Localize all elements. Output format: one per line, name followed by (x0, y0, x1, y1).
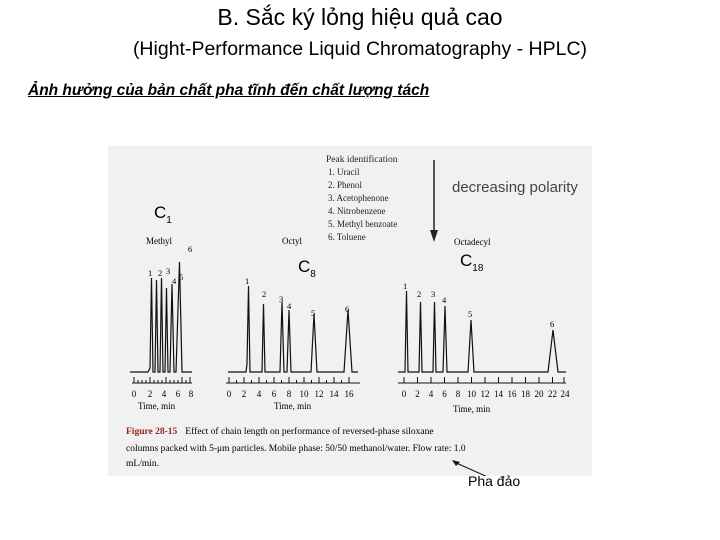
panel-octyl-peak-2: 2 (262, 289, 267, 299)
peak-id-6: 6. Toluene (328, 232, 366, 242)
peak-id-5: 5. Methyl benzoate (328, 219, 398, 229)
svg-text:C1 (154, 203, 172, 226)
panel-octyl-tick-16: 16 (344, 389, 354, 399)
panel-octadecyl-tick-8: 8 (455, 389, 461, 399)
panel-octadecyl-axis-label: Time, min (453, 404, 491, 414)
panel-octyl-tick-4: 4 (256, 389, 262, 399)
panel-octadecyl-label-sub: 18 (472, 263, 484, 274)
panel-methyl-tick-8: 8 (188, 389, 194, 399)
panel-octyl-axis-label: Time, min (274, 401, 312, 411)
peak-id-title: Peak identification (326, 155, 398, 165)
panel-octadecyl-ticks (404, 377, 564, 383)
peak-id-4: 4. Nitrobenzene (328, 206, 386, 216)
panel-octyl-tick-2: 2 (241, 389, 247, 399)
panel-methyl-tick-0: 0 (131, 389, 137, 399)
panel-octadecyl-name: Octadecyl (454, 237, 491, 247)
panel-methyl-ticks (134, 377, 190, 383)
panel-octyl-trace (228, 286, 358, 372)
panel-octadecyl-tick-0: 0 (401, 389, 407, 399)
panel-methyl-tick-4: 4 (161, 389, 167, 399)
chromatogram-figure (108, 146, 592, 476)
peak-id-1: 1. Uracil (328, 167, 360, 177)
panel-methyl-label: C (154, 203, 167, 222)
panel-methyl-tick-6: 6 (175, 389, 181, 399)
panel-octyl-label: C (298, 257, 311, 276)
panel-octadecyl (398, 237, 570, 414)
panel-octadecyl-trace (398, 291, 566, 372)
panel-octadecyl-tick-12: 12 (480, 389, 490, 399)
panel-octadecyl-peak-1: 1 (403, 281, 408, 291)
panel-octadecyl-tick-6: 6 (442, 389, 447, 399)
panel-octadecyl-tick-20: 20 (534, 389, 544, 399)
panel-methyl-tick-2: 2 (147, 389, 153, 399)
panel-octadecyl-tick-2: 2 (415, 389, 420, 399)
caption-line-3: mL/min. (126, 459, 159, 469)
svg-text:C18 (460, 251, 484, 274)
panel-octadecyl-peak-4: 4 (442, 295, 447, 305)
panel-octadecyl-tick-10: 10 (467, 389, 476, 399)
panel-octyl (226, 236, 360, 411)
svg-text:C8 (298, 257, 316, 280)
panel-octadecyl-label: C (460, 251, 473, 270)
polarity-arrow-head (430, 230, 438, 242)
panel-octadecyl-peak-3: 3 (431, 289, 436, 299)
panel-octyl-peak-3: 3 (279, 294, 284, 304)
caption-figure-label: Figure 28-15 (126, 427, 178, 437)
caption-line-1: Effect of chain length on performance of reversed-phase siloxane (185, 427, 434, 437)
peak-id-3: 3. Acetophenone (328, 193, 389, 203)
decreasing-polarity-label: decreasing polarity (452, 179, 578, 196)
panel-methyl-peak-5: 5 (179, 272, 184, 282)
caption-line-2: columns packed with 5-μm particles. Mobile phase: 50/50 methanol/water. Flow rate: 1.0 (126, 444, 466, 454)
panel-octyl-tick-8: 8 (286, 389, 292, 399)
panel-octyl-ticks (229, 377, 349, 383)
panel-methyl-peak-3: 3 (166, 266, 171, 276)
panel-octyl-tick-6: 6 (271, 389, 277, 399)
panel-methyl-peak-6: 6 (188, 244, 193, 254)
panel-octadecyl-tick-4: 4 (428, 389, 434, 399)
peak-id-2: 2. Phenol (328, 180, 363, 190)
panel-octyl-label-sub: 8 (310, 269, 316, 280)
panel-methyl-peak-4: 4 (172, 276, 177, 286)
panel-octyl-tick-12: 12 (314, 389, 324, 399)
panel-octyl-name: Octyl (282, 236, 302, 246)
slide-title: B. Sắc ký lỏng hiệu quả cao (217, 4, 503, 30)
panel-octyl-tick-0: 0 (226, 389, 232, 399)
panel-methyl-peak-1: 1 (148, 268, 153, 278)
svg-text:Figure 28-15Effect of chain le (126, 426, 434, 437)
panel-octadecyl-peak-5: 5 (468, 309, 473, 319)
panel-octyl-peak-1: 1 (245, 276, 250, 286)
panel-octadecyl-tick-24: 24 (560, 389, 570, 399)
section-heading: Ảnh hưởng của bản chất pha tĩnh đến chất lượng tách (28, 82, 430, 99)
panel-octyl-tick-14: 14 (329, 389, 339, 399)
panel-methyl-label-sub: 1 (166, 215, 172, 226)
panel-octadecyl-tick-16: 16 (507, 389, 517, 399)
panel-octadecyl-tick-22: 22 (548, 389, 557, 399)
panel-octyl-peak-6: 6 (345, 304, 350, 314)
panel-octadecyl-peak-2: 2 (417, 289, 422, 299)
panel-octyl-tick-10: 10 (299, 389, 309, 399)
pha-dao-label: Pha đảo (468, 473, 521, 489)
pha-dao-pointer-head (452, 460, 460, 466)
panel-octadecyl-peak-6: 6 (550, 319, 555, 329)
panel-octadecyl-tick-14: 14 (494, 389, 503, 399)
panel-methyl (130, 203, 194, 411)
panel-methyl-peak-2: 2 (158, 268, 163, 278)
panel-octyl-peak-4: 4 (287, 301, 292, 311)
panel-methyl-name: Methyl (146, 236, 172, 246)
panel-methyl-axis-label: Time, min (138, 401, 176, 411)
slide-subtitle: (Hight-Performance Liquid Chromatography - HPLC) (132, 38, 588, 60)
panel-octadecyl-tick-18: 18 (521, 389, 530, 399)
panel-octyl-peak-5: 5 (311, 308, 316, 318)
